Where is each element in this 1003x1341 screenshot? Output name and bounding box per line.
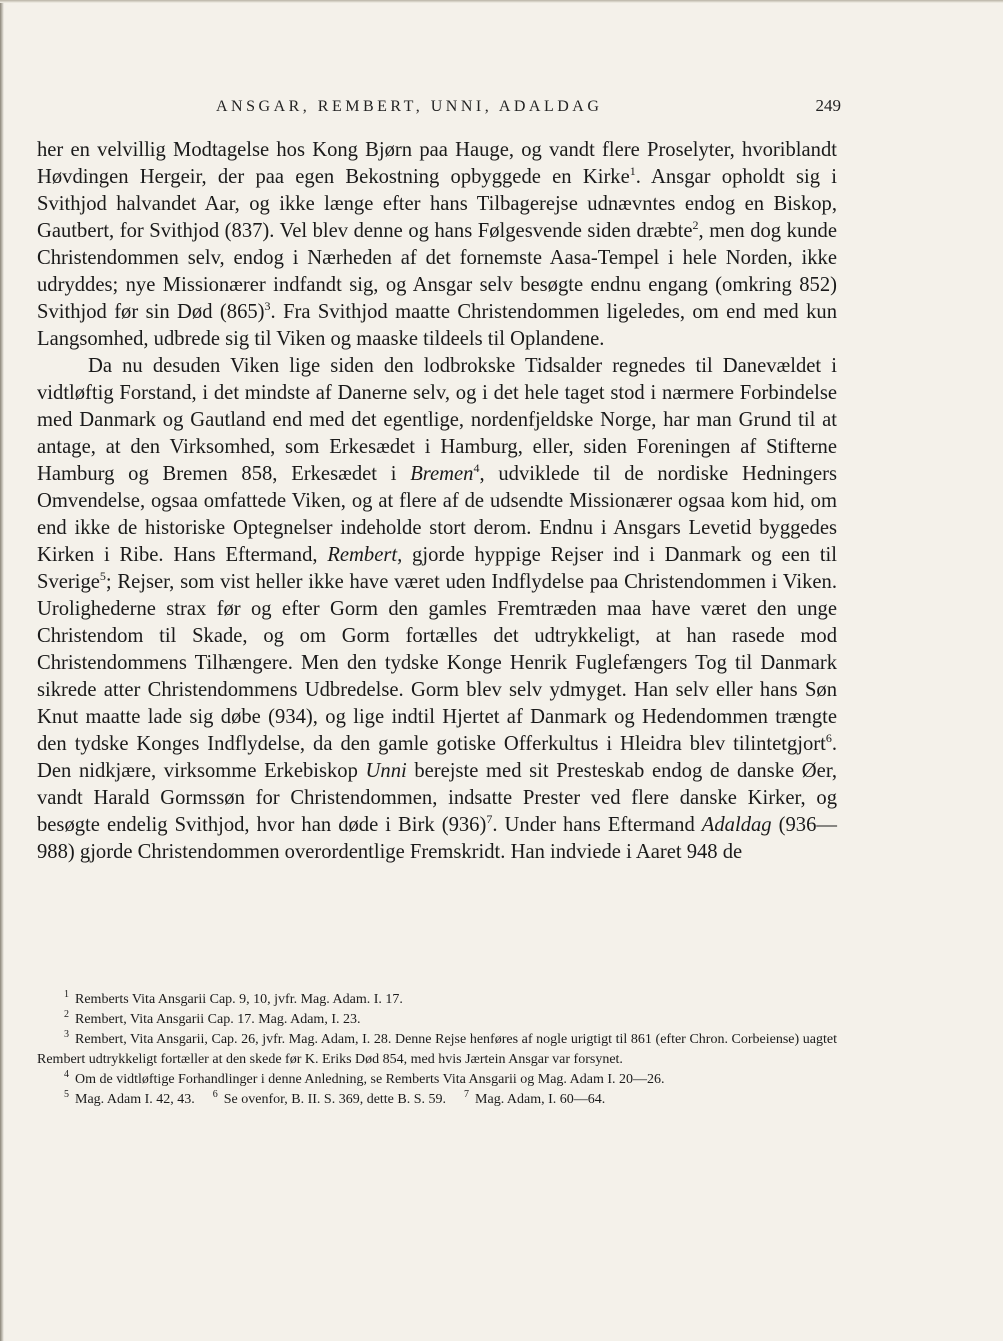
footnote-reference: 3 <box>264 299 271 314</box>
page-number: 249 <box>815 96 841 115</box>
footnote-reference: 1 <box>629 164 636 179</box>
footnote <box>37 1010 837 1030</box>
italic-name: Unni <box>365 760 407 782</box>
running-header: ANSGAR, REMBERT, UNNI, ADALDAG <box>216 98 603 115</box>
italic-name: Rembert, <box>327 544 403 566</box>
footnote-text: Rembert, Vita Ansgarii Cap. 17. Mag. Adam, I. 23. <box>75 1012 361 1027</box>
italic-name: Adaldag <box>701 814 772 836</box>
paragraph <box>37 353 837 866</box>
footnote-text: Rembert, Vita Ansgarii, Cap. 26, jvfr. Mag. Adam, I. 28. Denne Rejse henføres af nogle urigtigt til 861 (efter Chron. Corbeiense) uagtet Rembert udtrykkeligt fortæller at den skede før K. Eriks Død 854, med hvis Jærtein Ansgar var forsynet. <box>37 1032 837 1067</box>
footnote <box>37 1030 837 1070</box>
footnote-mark: 1 <box>64 989 69 1001</box>
text-run: , men dog kunde Christendommen selv, endog i Nærheden af det fornemste Aasa-Tempel i hele Norden, ikke udryddes; nye Missionærer indfandt sig, og Ansgar selv besøgte endnu engang (omkring 852) Svithjod før sin Død (865) <box>37 220 837 323</box>
footnote-mark: 7 <box>464 1089 470 1101</box>
italic-name: Bremen <box>410 463 474 485</box>
footnote-mark: 2 <box>64 1009 69 1021</box>
footnote-reference: 4 <box>473 461 480 476</box>
text-run: . Ansgar opholdt sig i Svithjod halvandet Aar, og ikke længe efter hans Tilbagerejse udnævntes endog en Biskop, Gautbert, for Svithjod (837). Vel blev denne og hans Følgesvende siden dræbte <box>37 166 837 242</box>
text-run: . Den nidkjære, virksomme Erkebiskop <box>37 733 837 782</box>
text-run: (936—988) gjorde Christendommen overordentlige Fremskridt. Han indviede i Aaret 948 de <box>37 814 837 863</box>
footnote-reference: 6 <box>825 731 832 746</box>
footnote-text: Se ovenfor, B. II. S. 369, dette B. S. 59. <box>223 1092 447 1107</box>
footnote-reference: 5 <box>99 569 106 584</box>
footnote-reference: 2 <box>692 218 699 233</box>
footnote <box>37 990 837 1010</box>
footnote-text: Mag. Adam I. 42, 43. <box>75 1092 195 1107</box>
footnotes <box>37 990 837 1110</box>
footnote-mark: 4 <box>64 1069 69 1081</box>
footnote-reference: 7 <box>486 812 493 827</box>
paragraph <box>37 137 837 353</box>
text-run: , udviklede til de nordiske Hedningers Omvendelse, ogsaa omfattede Viken, og at flere af de udsendte Missionærer ogsaa kom hid, om end ikke de historiske Optegnelser indeholde stort derom. Endnu i Ansgars Levetid byggedes Kirken i Ribe. Hans Eftermand, <box>37 463 837 566</box>
text-run: ; Rejser, som vist heller ikke have været uden Indflydelse paa Christendommen i Viken. Urolighederne strax før og efter Gorm den gamles Fremtræden maa have været den unge Christendom til Skade, og om Gorm fortælles det udtrykkeligt, at han rasede mod Christendommens Tilhængere. Men den tydske Konge Henrik Fuglefængers Tog til Danmark sikrede atter Christendommens Udbredelse. Gorm blev selv ydmyget. Han selv eller hans Søn Knut maatte lade sig døbe (934), og lige indtil Hjertet af Danmark og Hedendommen trængte den tydske Konges Indflydelse, da den gamle gotiske Offerkultus i Hleidra blev tilintetgjort <box>37 571 837 755</box>
text-run: berejste med sit Presteskab endog de danske Øer, vandt Harald Gormssøn for Christendommen, indsatte Prester ved flere danske Kirker, og besøgte endelig Svithjod, hvor han døde i Birk (936) <box>37 760 837 836</box>
footnote-text: Remberts Vita Ansgarii Cap. 9, 10, jvfr. Mag. Adam. I. 17. <box>75 992 403 1007</box>
text-run: Da nu desuden Viken lige siden den lodbrokske Tidsalder regnedes til Danevældet i vidtløftig Forstand, i det mindste af Danerne selv, og i det hele taget stod i nærmere Forbindelse med Danmark og Gautland end med det egentlige, nordenfjeldske Norge, har man Grund til at antage, at den Virksomhed, som Erkesædet i Hamburg, eller, siden Foreningen af Stifterne Hamburg og Bremen 858, Erkesædet i <box>37 355 837 485</box>
footnote-text: Mag. Adam, I. 60—64. <box>475 1092 606 1107</box>
footnote <box>37 1090 837 1110</box>
footnote-text: Om de vidtløftige Forhandlinger i denne Anledning, se Remberts Vita Ansgarii og Mag. Adam I. 20—26. <box>75 1072 665 1087</box>
text-run: her en velvillig Modtagelse hos Kong Bjørn paa Hauge, og vandt flere Proselyter, hvoriblandt Høvdingen Hergeir, der paa egen Bekostning opbyggede en Kirke <box>37 139 837 188</box>
footnote-mark: 5 <box>64 1089 69 1101</box>
page-edge-shadow <box>0 0 4 1341</box>
footnote-mark: 6 <box>212 1089 218 1101</box>
page-top-shadow <box>0 0 1003 3</box>
footnote <box>37 1070 837 1090</box>
text-run: . Under hans Eftermand <box>492 814 702 836</box>
text-run: . Fra Svithjod maatte Christendommen ligeledes, om end med kun Langsomhed, udbrede sig til Viken og maaske tildeels til Oplandene. <box>37 301 837 350</box>
main-text <box>37 137 837 866</box>
footnote-mark: 3 <box>64 1029 69 1041</box>
text-run: gjorde hyppige Rejser ind i Danmark og een til Sverige <box>37 544 837 593</box>
